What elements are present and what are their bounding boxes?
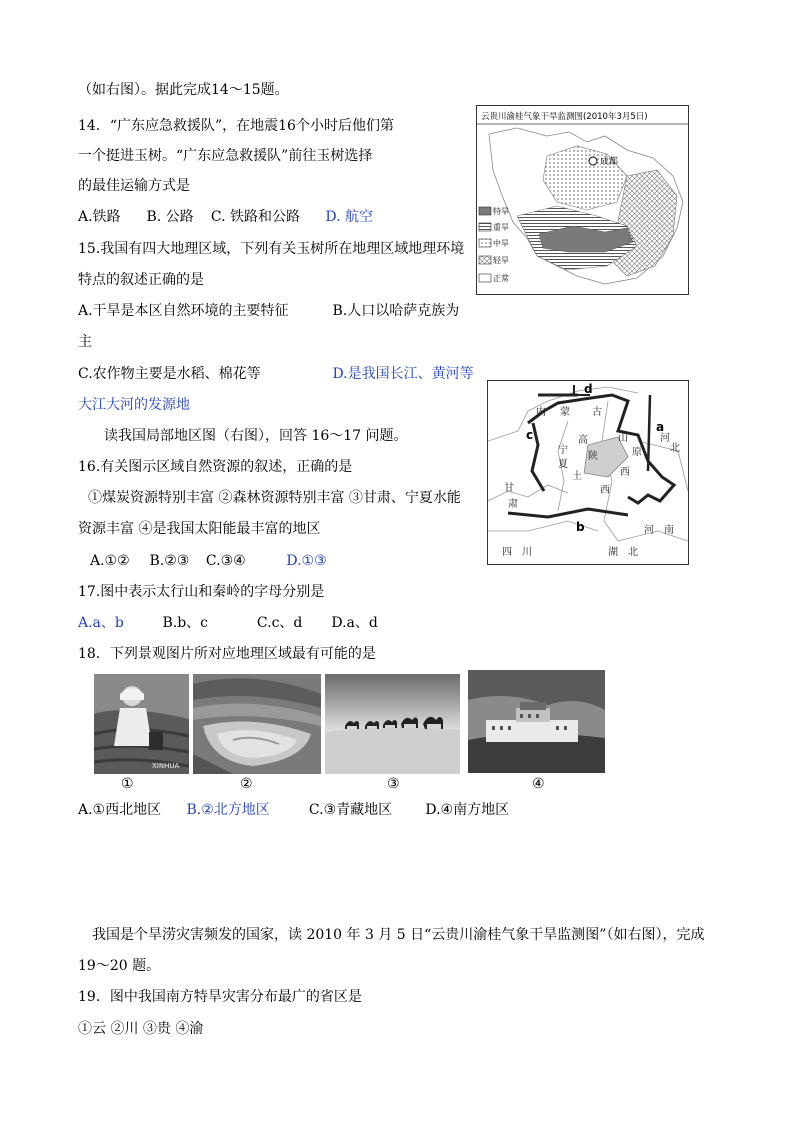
option-b: B. 公路	[146, 209, 194, 225]
question-16: 16.有关图示区域自然资源的叙述，正确的是	[78, 459, 353, 475]
question-16-statements-2: 资源丰富 ④是我国太阳能最丰富的地区	[78, 521, 321, 537]
question-14-line1: 14．“广东应急救援队”，在地震16个小时后他们第	[78, 118, 394, 134]
option-c: C.③青藏地区	[308, 802, 393, 818]
photo-label-1: ①	[121, 776, 134, 792]
question-14-line3: 的最佳运输方式是	[78, 178, 190, 194]
question-15-line1: 15.我国有四大地理区域，下列有关玉树所在地理区域地理环境	[78, 241, 465, 257]
option-b: B.b、c	[162, 615, 208, 631]
map2-label-xi: 西	[600, 485, 610, 496]
legend-normal: 正常	[493, 274, 509, 283]
question-17-options	[78, 613, 378, 633]
map2-label-si: 四	[502, 547, 512, 558]
option-c: C.c、d	[256, 615, 303, 631]
map2-label-he: 河	[660, 433, 670, 444]
map2-label-meng: 蒙	[560, 407, 570, 418]
option-a: A.干旱是本区自然环境的主要特征	[78, 303, 289, 319]
map2-label-gan: 甘	[504, 483, 514, 494]
map2-label-bei: 北	[670, 443, 680, 454]
photo-desert-camels	[325, 674, 460, 774]
option-c: C. 铁路和公路	[210, 209, 301, 225]
option-b-answer: B.②北方地区	[186, 802, 270, 818]
map2-label-nan: 南	[664, 525, 674, 536]
question-15-option-cd	[78, 364, 474, 384]
option-b: B.②③	[149, 553, 190, 569]
photo-label-2: ②	[240, 776, 253, 792]
map2-label-he2: 河	[644, 525, 654, 536]
question-14-line2: 一个挺进玉树。“广东应急救援队”前往玉树选择	[78, 148, 373, 164]
question-15-line2: 特点的叙述正确的是	[78, 272, 204, 288]
legend-moderate: 中旱	[493, 239, 509, 248]
option-d: D.④南方地区	[425, 802, 510, 818]
option-c: C.③④	[205, 553, 246, 569]
map2-label-shaan: 陕	[588, 451, 598, 462]
legend-severe-extreme: 特旱	[493, 207, 509, 216]
option-b: B.人口以哈萨克族为	[332, 303, 460, 319]
question-19-items: ①云 ②川 ③贵 ④渝	[78, 1021, 204, 1037]
map2-label-shan: 山	[618, 433, 628, 444]
option-a: A.①西北地区	[78, 802, 162, 818]
photo-watermark: XINHUA	[152, 762, 180, 770]
drought-monitoring-map	[476, 105, 689, 295]
map1-title: 云贵川渝桂气象干旱监测图(2010年3月5日)	[481, 112, 648, 122]
question-17: 17.图中表示太行山和秦岭的字母分别是	[78, 584, 325, 600]
option-d-answer: D. 航空	[325, 209, 373, 225]
photo-label-3: ③	[387, 776, 400, 792]
map1-city-label: 成都	[600, 157, 619, 167]
option-a: A.①②	[90, 553, 130, 569]
option-d-answer: D.是我国长江、黄河等	[332, 366, 474, 382]
question-15-option-d-cont: 大江大河的发源地	[78, 397, 190, 413]
photo-label-4: ④	[532, 776, 545, 792]
option-a-answer: A.a、b	[78, 615, 124, 631]
map2-label-bei2: 北	[628, 547, 638, 558]
option-a: A.铁路	[78, 209, 121, 225]
map2-label-nei: 内	[536, 407, 546, 418]
legend-severe: 重旱	[493, 223, 509, 232]
map2-label-hu: 湖	[608, 547, 618, 558]
option-d: D.a、d	[331, 615, 378, 631]
map2-label-gu: 古	[592, 407, 602, 418]
question-16-statements-1: ①煤炭资源特别丰富 ②森林资源特别丰富 ③甘肃、宁夏水能	[88, 490, 461, 506]
option-c: C.农作物主要是水稻、棉花等	[78, 366, 261, 382]
intro-19-20-line2: 19～20 题。	[78, 958, 161, 974]
option-d-answer: D.①③	[286, 553, 327, 569]
map2-label-xia: 夏	[558, 459, 568, 470]
legend-light: 轻旱	[493, 256, 509, 265]
question-14-options	[78, 207, 373, 227]
photo-terraces	[193, 674, 321, 774]
map2-label-chuan: 川	[522, 547, 532, 558]
map2-letter-d: d	[584, 382, 593, 396]
intro-line-14-15: （如右图）。据此完成14～15题。	[78, 82, 289, 98]
map2-letter-b: b	[576, 520, 585, 534]
photo-tea-picker	[94, 674, 189, 774]
question-15-option-b-cont: 主	[78, 334, 92, 350]
intro-19-20-line1: 我国是个旱涝灾害频发的国家，读 2010 年 3 月 5 日“云贵川渝桂气象干旱监测图”（如右图），完成	[92, 927, 705, 943]
question-15-option-ab	[78, 301, 459, 321]
question-16-options	[90, 551, 327, 571]
map2-label-tu: 土	[572, 471, 582, 482]
map2-letter-a: a	[656, 420, 665, 434]
intro-16-17: 读我国局部地区图（右图），回答 16～17 问题。	[104, 428, 408, 444]
question-18-options	[78, 800, 509, 820]
map2-label-xi2: 西	[620, 467, 630, 478]
map2-label-gao: 高	[578, 435, 588, 446]
regional-map	[487, 380, 689, 565]
question-18: 18．下列景观图片所对应地理区域最有可能的是	[78, 646, 376, 662]
question-19: 19．图中我国南方特旱灾害分布最广的省区是	[78, 989, 362, 1005]
photo-potala-palace	[468, 670, 605, 773]
map2-label-yuan: 原	[632, 447, 642, 458]
map2-letter-c: c	[526, 428, 534, 442]
map2-label-ning: 宁	[558, 445, 568, 456]
map2-label-su: 肃	[508, 499, 518, 510]
